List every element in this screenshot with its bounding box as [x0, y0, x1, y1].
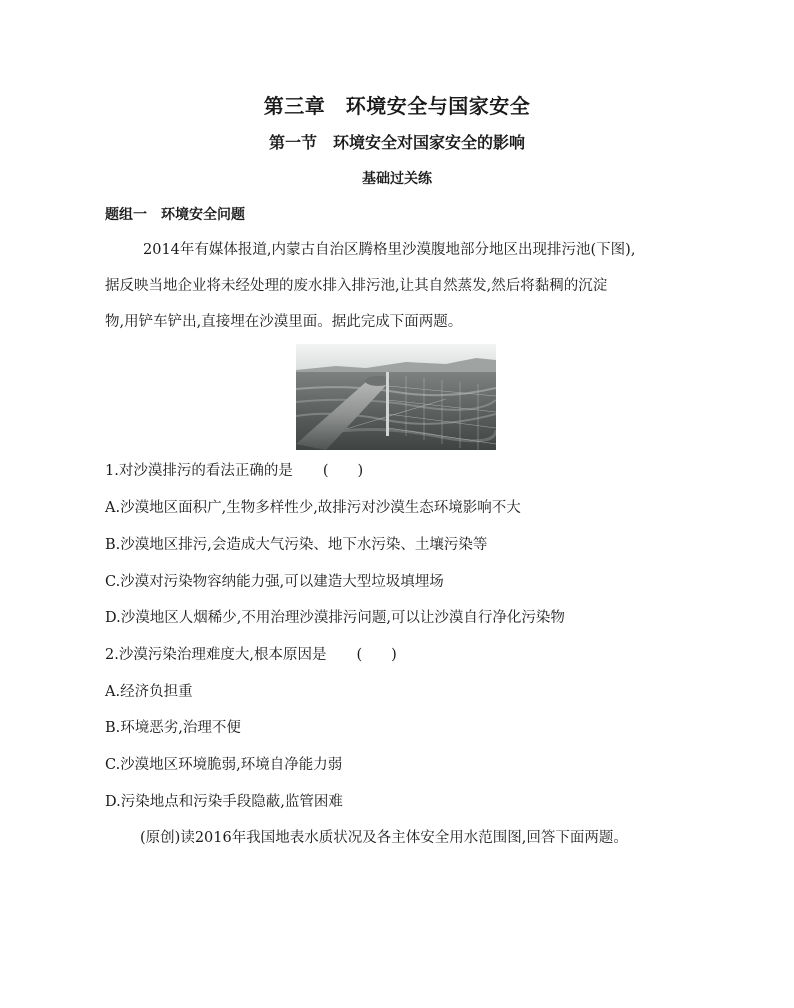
answer-bracket: ( ) — [322, 463, 364, 479]
sewage-pond-photo — [296, 344, 496, 450]
section-title: 第一节 环境安全对国家安全的影响 — [268, 133, 525, 152]
intro-paragraph — [105, 232, 705, 340]
sewage-pond-illustration — [296, 344, 496, 450]
question-1-option-a: A.沙漠地区面积广,生物多样性少,故排污对沙漠生态环境影响不大 — [105, 500, 521, 516]
chapter-title: 第三章 环境安全与国家安全 — [263, 94, 531, 118]
exercise-type-title: 基础过关练 — [362, 171, 432, 187]
question-1-option-d: D.沙漠地区人烟稀少,不用治理沙漠排污问题,可以让沙漠自行净化污染物 — [105, 610, 565, 626]
question-stem-text: 1.对沙漠排污的看法正确的是 — [105, 463, 293, 479]
question-1-stem — [105, 459, 363, 480]
answer-bracket: ( ) — [356, 647, 397, 663]
question-group-title: 题组一 环境安全问题 — [105, 207, 245, 223]
question-1-option-c: C.沙漠对污染物容纳能力强,可以建造大型垃圾填埋场 — [105, 574, 444, 590]
question-2-option-a: A.经济负担重 — [105, 684, 193, 700]
next-question-intro: (原创)读2016年我国地表水质状况及各主体安全用水范围图,回答下面两题。 — [140, 830, 628, 846]
question-stem-text: 2.沙漠污染治理难度大,根本原因是 — [105, 647, 327, 663]
intro-line: 物,用铲车铲出,直接埋在沙漠里面。据此完成下面两题。 — [105, 314, 463, 330]
question-2-option-b: B.环境恶劣,治理不便 — [105, 720, 241, 736]
question-2-option-d: D.污染地点和污染手段隐蔽,监管困难 — [105, 794, 343, 810]
question-1-option-b: B.沙漠地区排污,会造成大气污染、地下水污染、土壤污染等 — [105, 537, 488, 553]
question-2-stem — [105, 643, 397, 664]
intro-line: 2014年有媒体报道,内蒙古自治区腾格里沙漠腹地部分地区出现排污池(下图), — [143, 242, 636, 258]
intro-line: 据反映当地企业将未经处理的废水排入排污池,让其自然蒸发,然后将黏稠的沉淀 — [105, 278, 608, 294]
question-2-option-c: C.沙漠地区环境脆弱,环境自净能力弱 — [105, 757, 343, 773]
